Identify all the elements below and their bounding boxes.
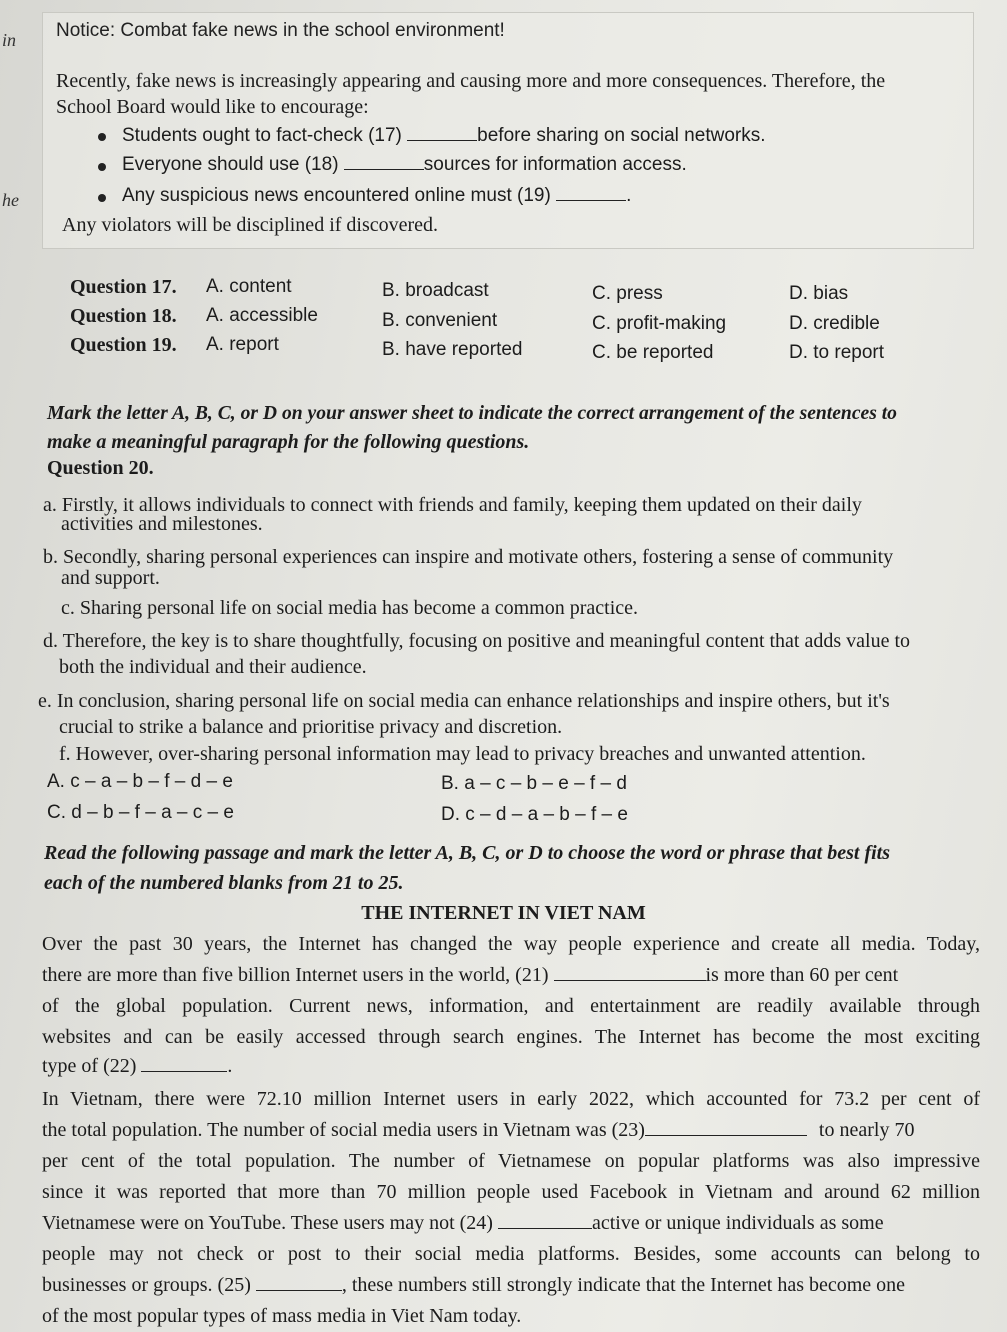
passage-line-13: of the most popular types of mass media in Viet Nam today.	[42, 1305, 522, 1327]
bullet-dot	[98, 163, 106, 171]
question-18-option-a[interactable]: A. accessible	[206, 305, 318, 326]
bullet-2-start: Everyone should use (18)	[122, 154, 339, 175]
question-20-option-c[interactable]: C. d – b – f – a – c – e	[47, 802, 234, 823]
question-17-option-c[interactable]: C. press	[592, 283, 663, 304]
passage-title: THE INTERNET IN VIET NAM	[361, 902, 646, 924]
passage-line-10	[42, 1212, 884, 1235]
notice-title: Notice: Combat fake news in the school environment!	[56, 20, 505, 41]
passage-line-7	[42, 1119, 914, 1142]
question-19-option-a[interactable]: A. report	[206, 334, 279, 355]
question-18-option-d[interactable]: D. credible	[789, 313, 880, 334]
notice-intro-line-1: Recently, fake news is increasingly appearing and causing more and more consequences. Therefore, the	[56, 70, 886, 92]
question-20-option-d[interactable]: D. c – d – a – b – f – e	[441, 804, 628, 825]
blank-21[interactable]	[554, 964, 706, 981]
sentence-e-line-1: e. In conclusion, sharing personal life on social media can enhance relationships and inspire others, but it's	[38, 690, 890, 712]
passage-line-10-start: Vietnamese were on YouTube. These users may not (24)	[42, 1212, 493, 1234]
question-17-option-b[interactable]: B. broadcast	[382, 280, 489, 301]
bullet-dot	[98, 133, 106, 141]
sentence-a-line-2: activities and milestones.	[61, 513, 263, 535]
passage-line-5-end: .	[227, 1055, 233, 1077]
sentence-f-line-1: f. However, over-sharing personal information may lead to privacy breaches and unwanted attention.	[59, 743, 866, 765]
question-17-option-a[interactable]: A. content	[206, 276, 292, 297]
question-19-label: Question 19.	[70, 334, 177, 356]
bullet-1-start: Students ought to fact-check (17)	[122, 125, 402, 146]
question-19-option-d[interactable]: D. to report	[789, 342, 885, 363]
blank-19[interactable]	[556, 184, 626, 201]
passage-instruction-line-1: Read the following passage and mark the letter A, B, C, or D to choose the word or phrase that best fits	[44, 842, 890, 864]
passage-line-6: In Vietnam, there were 72.10 million Internet users in early 2022, which accounted for 73.2 per cent of	[42, 1088, 980, 1110]
question-18-option-b[interactable]: B. convenient	[382, 310, 498, 331]
passage-line-12	[42, 1274, 905, 1297]
passage-line-4: websites and can be easily accessed through search engines. The Internet has become the most exciting	[42, 1026, 980, 1048]
question-17-option-d[interactable]: D. bias	[789, 283, 849, 304]
question-19-option-b[interactable]: B. have reported	[382, 339, 523, 360]
notice-intro-line-2: School Board would like to encourage:	[56, 96, 369, 118]
blank-23[interactable]	[645, 1119, 807, 1136]
bullet-3-end: .	[626, 185, 632, 206]
notice-bullet-1	[122, 124, 766, 147]
bullet-3-start: Any suspicious news encountered online must (19)	[122, 185, 551, 206]
sentence-e-line-2: crucial to strike a balance and prioritise privacy and discretion.	[59, 716, 563, 738]
sentence-a-line-1: a. Firstly, it allows individuals to connect with friends and family, keeping them updated on their daily	[43, 494, 862, 516]
passage-line-8: per cent of the total population. The number of Vietnamese on popular platforms was also impressive	[42, 1150, 980, 1172]
question-20-option-b[interactable]: B. a – c – b – e – f – d	[441, 773, 627, 794]
bullet-2-end: sources for information access.	[423, 154, 687, 175]
notice-bullet-3	[122, 184, 631, 207]
passage-line-5-start: type of (22)	[42, 1055, 137, 1077]
passage-line-9: since it was reported that more than 70 million people used Facebook in Vietnam and around 62 million	[42, 1181, 980, 1203]
sentence-b-line-2: and support.	[61, 567, 160, 589]
passage-line-1: Over the past 30 years, the Internet has changed the way people experience and create all media. Today,	[42, 933, 980, 955]
bullet-1-end: before sharing on social networks.	[477, 125, 766, 146]
sentence-b-line-1: b. Secondly, sharing personal experiences can inspire and motivate others, fostering a sense of community	[43, 546, 894, 568]
passage-line-2	[42, 964, 980, 987]
notice-closing: Any violators will be disciplined if discovered.	[62, 214, 439, 236]
sentence-c-line-1: c. Sharing personal life on social media has become a common practice.	[61, 597, 639, 619]
bullet-dot	[98, 194, 106, 202]
blank-17[interactable]	[407, 124, 477, 141]
passage-line-5	[42, 1055, 232, 1078]
question-19-option-c[interactable]: C. be reported	[592, 342, 714, 363]
question-17-label: Question 17.	[70, 276, 177, 298]
passage-line-7-start: the total population. The number of social media users in Vietnam was (23)	[42, 1119, 645, 1141]
blank-25[interactable]	[256, 1274, 342, 1291]
passage-line-2-end: is more than 60 per cent	[705, 964, 899, 986]
arrange-instruction-line-1: Mark the letter A, B, C, or D on your answer sheet to indicate the correct arrangement of the sentences to	[47, 403, 897, 424]
passage-line-11: people may not check or post to their social media platforms. Besides, some accounts can belong to	[42, 1243, 980, 1265]
blank-18[interactable]	[344, 153, 424, 170]
passage-line-10-end: active or unique individuals as some	[591, 1212, 884, 1234]
question-20-option-a[interactable]: A. c – a – b – f – d – e	[47, 771, 233, 792]
passage-instruction-line-2: each of the numbered blanks from 21 to 25.	[44, 872, 404, 894]
margin-mark-mid: he	[2, 190, 19, 210]
question-18-label: Question 18.	[70, 305, 177, 327]
passage-line-12-start: businesses or groups. (25)	[42, 1274, 251, 1296]
passage-line-12-end: , these numbers still strongly indicate that the Internet has become one	[341, 1274, 906, 1296]
sentence-d-line-2: both the individual and their audience.	[59, 656, 367, 678]
arrange-instruction-line-2: make a meaningful paragraph for the following questions.	[47, 431, 530, 453]
sentence-d-line-1: d. Therefore, the key is to share thoughtfully, focusing on positive and meaningful content that adds value to	[43, 630, 911, 652]
blank-22[interactable]	[141, 1055, 227, 1072]
question-20-label: Question 20.	[47, 457, 154, 479]
passage-line-2-start: there are more than five billion Internet users in the world, (21)	[42, 964, 549, 986]
passage-line-7-end: to nearly 70	[818, 1119, 915, 1141]
margin-mark-top: in	[2, 30, 17, 50]
blank-24[interactable]	[498, 1212, 592, 1229]
question-18-option-c[interactable]: C. profit-making	[592, 313, 727, 334]
notice-bullet-2	[122, 153, 687, 176]
passage-line-3: of the global population. Current news, information, and entertainment are readily available through	[42, 995, 980, 1017]
